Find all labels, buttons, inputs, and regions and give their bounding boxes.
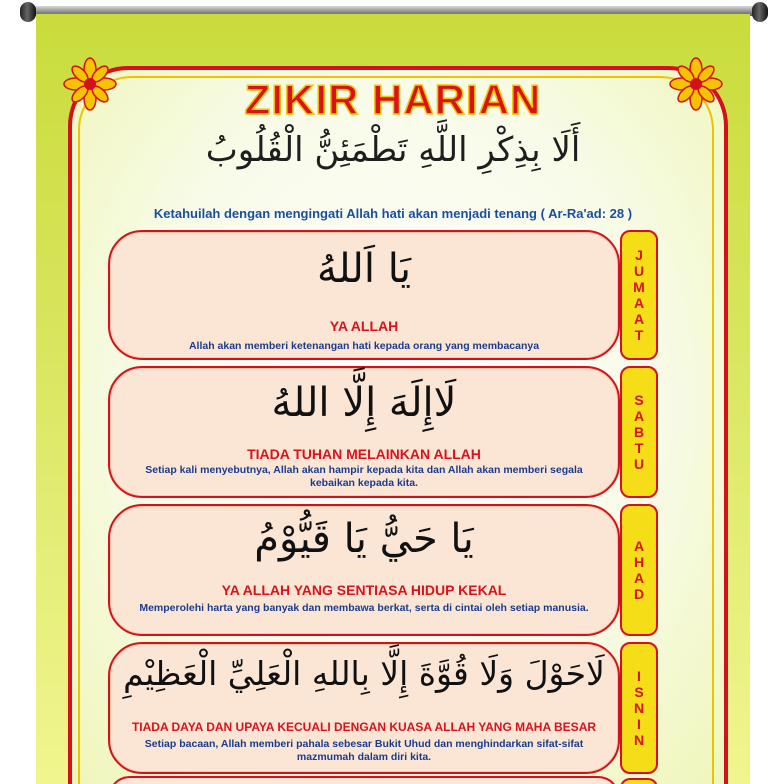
day-letter: I [637, 716, 641, 732]
day-label [620, 504, 658, 636]
day-letter: H [633, 554, 645, 570]
poster [36, 14, 750, 784]
zikir-arabic: لَاإِلَهَ إِلَّا اللهُ [271, 380, 457, 426]
arabic-verse: أَلَا بِذِكْرِ اللَّهِ تَطْمَئِنُّ الْقُلُوبُ [205, 130, 581, 170]
zikir-card [108, 366, 620, 498]
zikir-arabic: يَا اَللهُ [316, 246, 412, 292]
zikir-heading: TIADA TUHAN MELAINKAN ALLAH [247, 446, 481, 462]
zikir-card [108, 230, 620, 360]
rod-end-right [752, 2, 768, 22]
day-label [620, 366, 658, 498]
zikir-description: Setiap kali menyebutnya, Allah akan hampir kepada kita dan Allah akan memberi segala kebaikan kepada kita. [145, 464, 583, 489]
zikir-heading: YA ALLAH [329, 318, 399, 334]
day-letter: A [633, 311, 645, 327]
day-letter: A [633, 538, 645, 554]
rod-end-left [20, 2, 36, 22]
day-letter: S [634, 392, 644, 408]
zikir-card [108, 504, 620, 636]
day-letter: A [633, 570, 645, 586]
day-letter: N [633, 700, 645, 716]
day-letter: M [633, 279, 645, 295]
zikir-heading: TIADA DAYA DAN UPAYA KECUALI DENGAN KUASA ALLAH YANG MAHA BESAR [131, 720, 597, 734]
zikir-description: Memperolehi harta yang banyak dan membawa berkat, serta di cintai oleh setiap manusia. [139, 602, 589, 614]
verse-translation: Ketahuilah dengan mengingati Allah hati akan menjadi tenang ( Ar-Ra'ad: 28 ) [153, 206, 633, 221]
day-letter: A [633, 295, 645, 311]
day-letter: B [633, 424, 645, 440]
day-letter: T [634, 440, 644, 456]
day-letter: I [637, 668, 641, 684]
zikir-arabic: يَا حَيُّ يَا قَيُّوْمُ [254, 516, 474, 562]
day-letter: S [634, 684, 644, 700]
day-letter: U [633, 456, 645, 472]
day-letter: A [633, 408, 645, 424]
poster-title: ZIKIR HARIAN [244, 76, 542, 123]
day-letter: U [633, 263, 645, 279]
zikir-card [108, 642, 620, 774]
next-card-edge [108, 776, 620, 784]
day-letter: J [635, 247, 643, 263]
next-day-edge [620, 778, 658, 784]
zikir-description: Setiap bacaan, Allah memberi pahala sebesar Bukit Uhud dan menghindarkan sifat-sifat mazmumah dalam diri kita. [144, 738, 584, 763]
day-letter: D [633, 586, 645, 602]
day-letter: T [634, 327, 644, 343]
zikir-heading: YA ALLAH YANG SENTIASA HIDUP KEKAL [221, 582, 507, 598]
day-letter: N [633, 732, 645, 748]
zikir-description: Allah akan memberi ketenangan hati kepada orang yang membacanya [188, 340, 540, 352]
day-label [620, 642, 658, 774]
day-label [620, 230, 658, 360]
zikir-arabic: لَاحَوْلَ وَلَا قُوَّةَ إِلَّا بِاللهِ الْعَلِيِّ الْعَظِيْمِ [123, 654, 605, 693]
